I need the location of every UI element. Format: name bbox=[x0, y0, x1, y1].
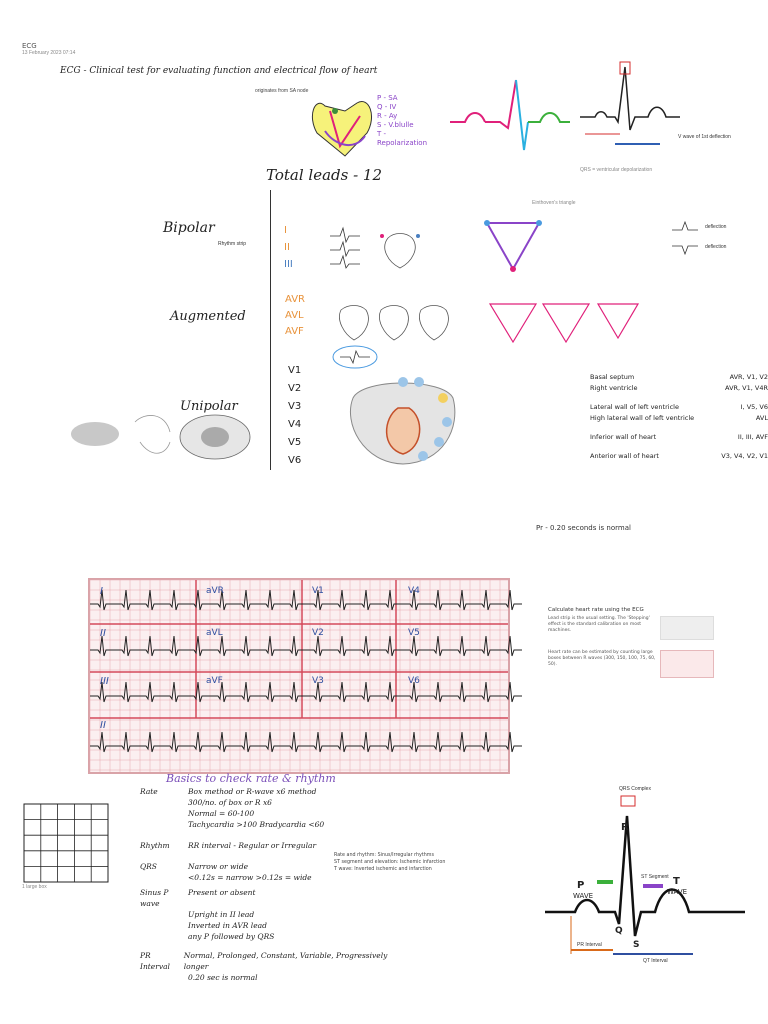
basics-key: Rhythm bbox=[140, 841, 170, 850]
basics-key bbox=[140, 972, 180, 983]
lead-ii: II bbox=[284, 242, 290, 253]
territory-leads: V3, V4, V2, V1 bbox=[721, 452, 768, 460]
ecg-strip-grid bbox=[90, 580, 508, 772]
basics-text: Present or absent bbox=[188, 888, 256, 897]
basics-heading: Basics to check rate & rhythm bbox=[166, 772, 336, 785]
basics-text: Box method or R-wave x6 method bbox=[188, 787, 317, 796]
basics-key bbox=[140, 931, 180, 942]
lead-iii: III bbox=[284, 259, 293, 270]
territory-leads: AVL bbox=[755, 414, 768, 422]
basics-key bbox=[140, 819, 180, 830]
territory-area: Inferior wall of heart bbox=[590, 433, 657, 441]
basics-text: Inverted in AVR lead bbox=[188, 921, 267, 930]
note-line: T wave: Inverted ischemic and infarction bbox=[334, 867, 432, 872]
negative-deflection-icon bbox=[672, 240, 702, 260]
article-ecg-image bbox=[660, 650, 714, 678]
territory-area: Basal septum bbox=[590, 373, 635, 381]
territory-leads: AVR, V1, V4R bbox=[725, 384, 768, 392]
pqrst-trace bbox=[545, 786, 745, 976]
small-pqrst-diagram bbox=[580, 62, 680, 152]
territory-area: High lateral wall of left ventricle bbox=[590, 414, 695, 422]
basics-text: Normal = 60-100 bbox=[188, 809, 255, 818]
wave-note: V wave of 1st deflection bbox=[678, 134, 731, 140]
strip-label: V4 bbox=[408, 586, 420, 596]
bipolar-label: Bipolar bbox=[163, 220, 215, 236]
heart-icon bbox=[305, 91, 385, 161]
basics-key: Rate bbox=[140, 787, 158, 796]
strip-label: I bbox=[100, 586, 103, 597]
basics-row bbox=[140, 931, 390, 942]
territory-area: Anterior wall of heart bbox=[590, 452, 659, 460]
unipolar-leads bbox=[288, 362, 301, 470]
strip-label: V5 bbox=[408, 628, 420, 638]
chest-lead-diagram bbox=[343, 378, 463, 468]
basics-text: Upright in II lead bbox=[188, 910, 255, 919]
note-line: ST segment and elevation: Ischemic infarction bbox=[334, 860, 446, 865]
basics-list bbox=[140, 786, 390, 983]
wave-item: P - SA bbox=[377, 94, 398, 102]
augmented-triangles bbox=[488, 302, 638, 352]
territory-leads: I, V5, V6 bbox=[740, 403, 768, 411]
strip-label: V1 bbox=[312, 586, 324, 596]
basics-row bbox=[140, 920, 390, 931]
qrs-caption: QRS = ventricular depolarization bbox=[580, 167, 653, 173]
leads-tree-line bbox=[270, 190, 271, 470]
basics-key bbox=[140, 920, 180, 931]
article-heading: Calculate heart rate using the ECG bbox=[548, 607, 644, 613]
basics-row bbox=[140, 950, 390, 972]
basics-text: <0.12s = narrow >0.12s = wide bbox=[188, 873, 312, 882]
territory-list bbox=[590, 372, 768, 462]
pqrst-q-label: Q bbox=[615, 926, 623, 936]
territory-row bbox=[590, 383, 768, 394]
deflection-up-label: deflection bbox=[705, 224, 727, 230]
ecg-trace bbox=[90, 682, 522, 702]
unipolar-label: Unipolar bbox=[180, 399, 238, 414]
lead-v2: V2 bbox=[288, 383, 302, 394]
positive-deflection-icon bbox=[672, 222, 702, 242]
main-title: ECG - Clinical test for evaluating function and electrical flow of heart bbox=[60, 66, 378, 76]
pr-interval-label: PR Interval bbox=[577, 942, 602, 948]
doc-title: ECG bbox=[22, 42, 37, 50]
deflection-down-label: deflection bbox=[705, 244, 727, 250]
article-image bbox=[660, 616, 714, 640]
pqrst-p-sub: WAVE bbox=[573, 892, 594, 900]
augmented-leads bbox=[285, 292, 305, 340]
total-leads-label: Total leads - 12 bbox=[266, 166, 383, 184]
basics-text: Narrow or wide bbox=[188, 862, 249, 871]
lead-v4: V4 bbox=[288, 419, 302, 430]
strip-label: V6 bbox=[408, 676, 420, 686]
lead-avr: AVR bbox=[285, 294, 305, 305]
einthoven-triangle bbox=[483, 215, 543, 275]
ecg-strip-photo bbox=[88, 578, 510, 774]
territory-row bbox=[590, 432, 768, 443]
bipolar-note: Rhythm strip bbox=[218, 241, 247, 247]
wave-item: S - V.blulle bbox=[377, 121, 414, 129]
basics-row bbox=[140, 909, 390, 920]
lead-avl: AVL bbox=[285, 310, 304, 321]
territory-area: Right ventricle bbox=[590, 384, 638, 392]
basics-row bbox=[140, 887, 390, 909]
basics-row bbox=[140, 808, 390, 819]
territory-row bbox=[590, 402, 768, 413]
thorax-sketches bbox=[70, 412, 260, 462]
doc-header bbox=[22, 42, 75, 56]
ecg-trace bbox=[90, 636, 522, 656]
territory-row bbox=[590, 372, 768, 383]
basics-text: 300/no. of box or R x6 bbox=[188, 798, 272, 807]
article-paragraph: Heart rate can be estimated by counting large boxes between R waves (300, 150, 100, 75, 60, 50). bbox=[548, 650, 656, 667]
basics-row bbox=[140, 972, 390, 983]
lead-i: I bbox=[284, 225, 287, 236]
basics-row bbox=[140, 819, 390, 830]
wave-item: T - Repolarization bbox=[377, 130, 428, 147]
lead-v5: V5 bbox=[288, 437, 302, 448]
basics-key: QRS bbox=[140, 862, 157, 871]
basics-key: Sinus P wave bbox=[140, 888, 169, 908]
territory-row bbox=[590, 413, 768, 424]
territory-area: Lateral wall of left ventricle bbox=[590, 403, 679, 411]
heart-sketch-icon bbox=[380, 230, 420, 270]
avr-highlight-trace bbox=[332, 345, 378, 369]
augmented-heart-sketches bbox=[336, 302, 456, 342]
strip-label: V3 bbox=[312, 676, 324, 686]
pqrst-t-sub: WAVE bbox=[667, 888, 688, 896]
basics-key bbox=[140, 808, 180, 819]
heart-origin-label: originates from SA node bbox=[255, 88, 309, 94]
qrs-complex-label: QRS Complex bbox=[619, 786, 651, 792]
lead-avf: AVF bbox=[285, 326, 304, 337]
pqrst-s-label: S bbox=[633, 940, 640, 950]
heart-wave-list bbox=[377, 94, 427, 148]
triangle-note: Einthoven's triangle bbox=[532, 200, 576, 206]
st-segment-label: ST Segment bbox=[641, 874, 669, 880]
ecg-trace bbox=[90, 732, 522, 752]
territory-leads: AVR, V1, V2 bbox=[729, 373, 768, 381]
lead-v3: V3 bbox=[288, 401, 302, 412]
grid-caption: 1 large box bbox=[22, 884, 47, 890]
basics-notes bbox=[334, 852, 445, 873]
lead-v1: V1 bbox=[288, 365, 302, 376]
strip-label: II bbox=[100, 720, 106, 731]
doc-meta: 13 February 2023 07:14 bbox=[22, 50, 76, 56]
note-line: Rate and rhythm: Sinus/Irregular rhythms bbox=[334, 853, 434, 858]
strip-label: aVR bbox=[206, 586, 224, 596]
large-box-grid bbox=[22, 804, 108, 890]
basics-key bbox=[140, 872, 180, 883]
colored-ecg-beat bbox=[450, 80, 570, 150]
grid-lines bbox=[24, 804, 108, 882]
strip-label: aVL bbox=[206, 628, 223, 638]
strip-label: aVF bbox=[206, 676, 223, 686]
article-paragraph: Lead strip is the usual setting. The 'Stepping' effect is the standard calibration on most machines. bbox=[548, 616, 650, 633]
pr-note: Pr - 0.20 seconds is normal bbox=[536, 524, 631, 532]
basics-text: 0.20 sec is normal bbox=[188, 973, 258, 982]
wave-item: Q - IV bbox=[377, 103, 397, 111]
strip-label: III bbox=[100, 676, 109, 687]
basics-text: RR interval - Regular or Irregular bbox=[188, 841, 317, 850]
strip-label: II bbox=[100, 628, 106, 639]
heart-diagram bbox=[255, 86, 428, 164]
basics-text: any P followed by QRS bbox=[188, 932, 275, 941]
territory-leads: II, III, AVF bbox=[737, 433, 768, 441]
qt-interval-label: QT Interval bbox=[643, 958, 668, 964]
pqrst-diagram bbox=[545, 786, 745, 976]
bipolar-leads bbox=[284, 222, 293, 273]
basics-row bbox=[140, 840, 390, 851]
basics-key bbox=[140, 797, 180, 808]
lead-v6: V6 bbox=[288, 455, 302, 466]
basics-key bbox=[140, 909, 180, 920]
pqrst-r-label: R bbox=[621, 822, 629, 833]
basics-row bbox=[140, 872, 390, 883]
basics-row bbox=[140, 786, 390, 797]
basics-key: PR Interval bbox=[140, 951, 170, 971]
pqrst-p-label bbox=[577, 880, 584, 891]
p-letter: P bbox=[577, 880, 585, 891]
wave-item: R - Ay bbox=[377, 112, 398, 120]
territory-row bbox=[590, 451, 768, 462]
basics-row bbox=[140, 797, 390, 808]
article-snippet bbox=[548, 607, 718, 678]
pqrst-t-label: T bbox=[673, 876, 680, 887]
augmented-label: Augmented bbox=[170, 309, 246, 324]
strip-label: V2 bbox=[312, 628, 324, 638]
basics-text: Tachycardia >100 Bradycardia <60 bbox=[188, 820, 325, 829]
basics-text: Normal, Prolonged, Constant, Variable, Progressively longer bbox=[183, 951, 388, 971]
